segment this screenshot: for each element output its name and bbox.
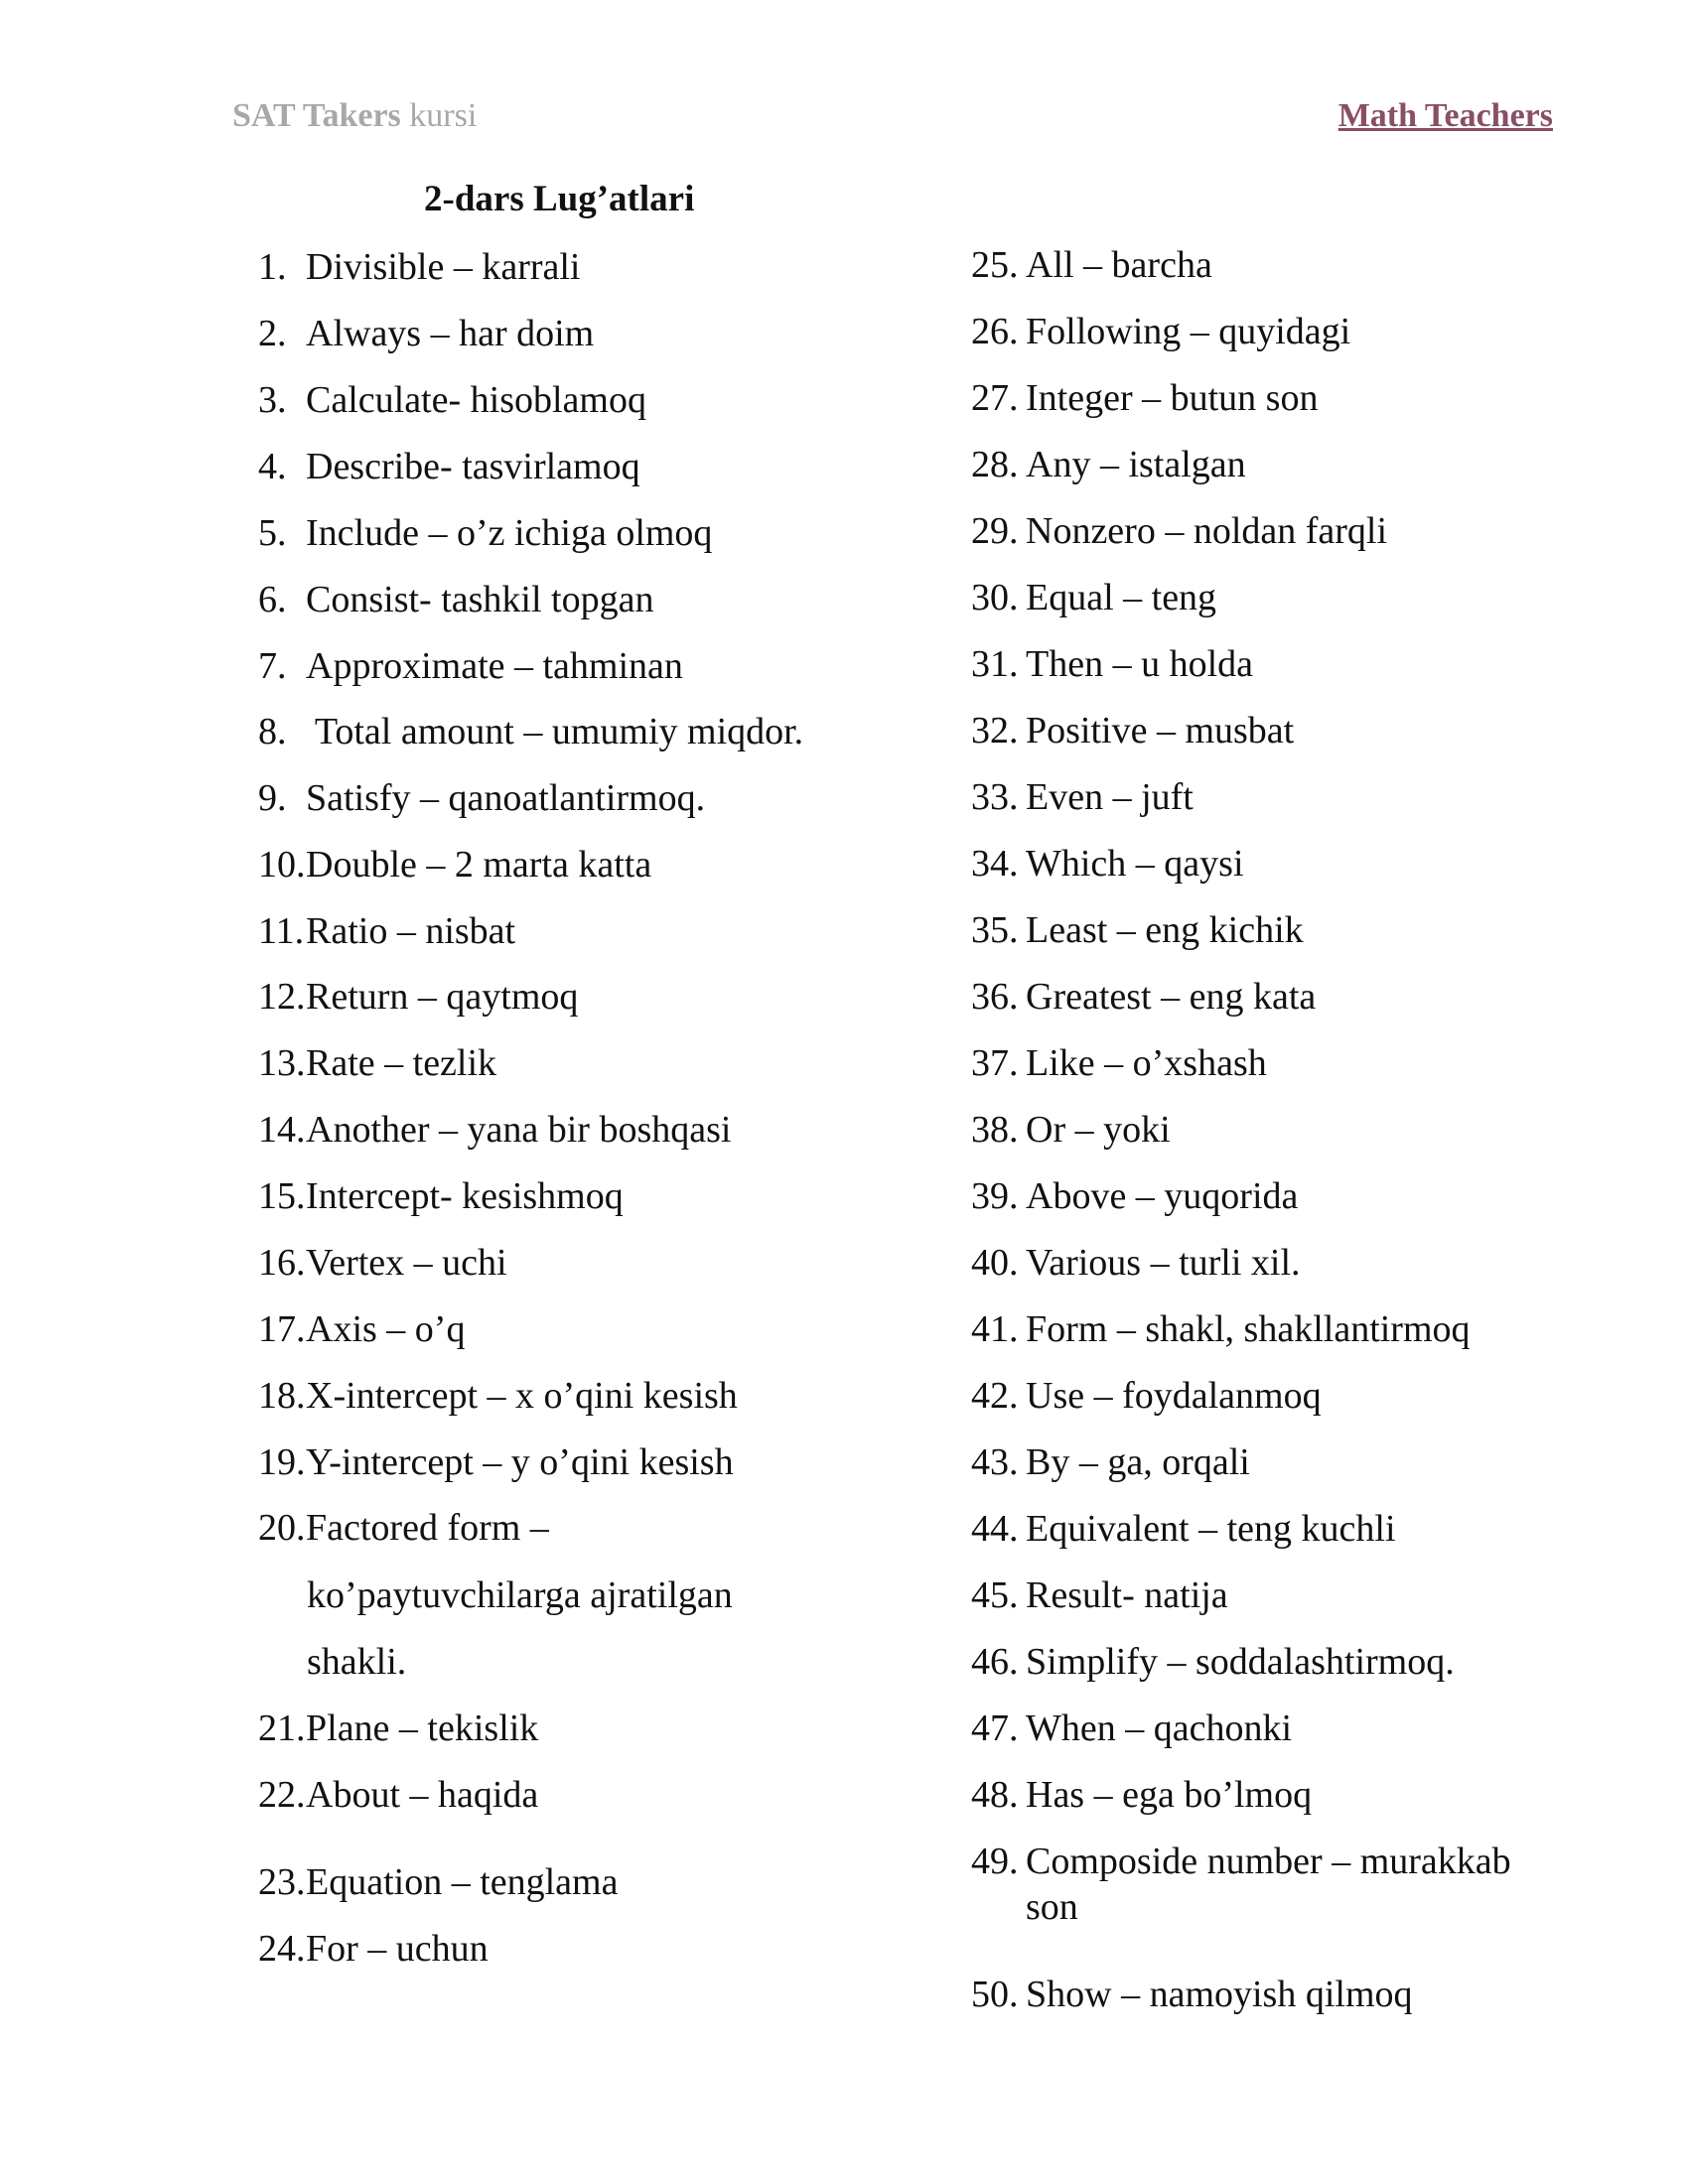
vocab-item-number: 47.	[971, 1707, 1019, 1749]
vocab-item-text: Use – foydalanmoq	[1026, 1375, 1322, 1417]
vocab-item-number: 9.	[258, 777, 287, 819]
vocab-item	[971, 313, 1350, 350]
vocab-item	[258, 581, 653, 618]
vocab-item-text: Axis – o’q	[306, 1308, 466, 1350]
vocab-item-number: 1.	[258, 246, 287, 288]
vocab-item-text: Has – ega bo’lmoq	[1026, 1774, 1313, 1816]
vocab-item-text: Plane – tekislik	[306, 1707, 539, 1749]
vocab-item-number: 41.	[971, 1308, 1019, 1350]
vocab-item-number: 26.	[971, 311, 1019, 352]
vocab-item	[258, 1310, 465, 1348]
vocab-item	[258, 1111, 731, 1149]
vocab-item-number: 43.	[971, 1441, 1019, 1483]
vocab-item-text: Simplify – soddalashtirmoq.	[1026, 1641, 1455, 1683]
vocab-item	[971, 246, 1212, 284]
vocab-item-number: 4.	[258, 446, 287, 487]
vocab-item-text: Result- natija	[1026, 1574, 1228, 1616]
vocab-item-text: Integer – butun son	[1026, 377, 1319, 419]
vocab-item	[971, 1843, 1511, 1880]
vocab-item-number: 38.	[971, 1109, 1019, 1151]
vocab-item	[258, 779, 705, 817]
vocab-item-number: 30.	[971, 577, 1019, 618]
vocab-item	[971, 1976, 1413, 2013]
vocab-item-number: 3.	[258, 379, 287, 421]
vocab-item	[258, 846, 651, 884]
vocab-item-number: 34.	[971, 843, 1019, 885]
vocab-item-text: Satisfy – qanoatlantirmoq.	[306, 777, 706, 819]
vocab-item	[258, 381, 646, 419]
vocab-item-text: Factored form –	[306, 1507, 549, 1549]
page-title: 2-dars Lug’atlari	[424, 179, 695, 219]
vocab-item-text: X-intercept – x o’qini kesish	[306, 1375, 738, 1417]
vocab-item-number: 49.	[971, 1841, 1019, 1882]
vocab-item-number: 36.	[971, 976, 1019, 1018]
vocab-item-number: 14.	[258, 1109, 306, 1151]
vocab-item-number: 44.	[971, 1508, 1019, 1550]
vocab-item-text: Any – istalgan	[1026, 444, 1246, 485]
vocab-item-number: 37.	[971, 1042, 1019, 1084]
vocab-item-continuation: ko’paytuvchilarga ajratilgan	[307, 1574, 733, 1616]
vocab-item	[971, 1244, 1301, 1282]
vocab-item	[971, 1044, 1267, 1082]
vocab-item-number: 11.	[258, 910, 305, 952]
vocab-item-text: Form – shakl, shakllantirmoq	[1026, 1308, 1471, 1350]
vocab-item-text: Describe- tasvirlamoq	[306, 446, 640, 487]
vocab-item-text: Double – 2 marta katta	[306, 844, 652, 886]
vocab-item	[258, 647, 683, 685]
vocab-item-text: Total amount – umumiy miqdor.	[306, 711, 804, 752]
header-link-math-teachers[interactable]: Math Teachers	[1337, 97, 1553, 134]
vocab-item-text: Equation – tenglama	[306, 1861, 619, 1903]
vocab-item-text: Or – yoki	[1026, 1109, 1171, 1151]
vocab-item-number: 28.	[971, 444, 1019, 485]
vocab-item-text: Above – yuqorida	[1026, 1175, 1299, 1217]
vocab-item-text: By – ga, orqali	[1026, 1441, 1250, 1483]
vocab-item-number: 20.	[258, 1507, 306, 1549]
vocab-item-number: 24.	[258, 1928, 306, 1970]
vocab-item-continuation: son	[1026, 1886, 1078, 1928]
header-course-label	[232, 99, 477, 133]
vocab-item	[971, 1776, 1312, 1814]
vocab-item	[971, 1310, 1471, 1348]
vocab-item-text: Then – u holda	[1026, 643, 1254, 685]
vocab-item-number: 22.	[258, 1774, 306, 1816]
vocab-item-text: Ratio – nisbat	[306, 910, 516, 952]
vocab-item	[971, 778, 1194, 816]
vocab-item-text: Another – yana bir boshqasi	[306, 1109, 732, 1151]
vocab-item-number: 15.	[258, 1175, 306, 1217]
vocab-item	[971, 978, 1316, 1016]
vocab-item-number: 18.	[258, 1375, 306, 1417]
vocab-item-number: 50.	[971, 1974, 1019, 2015]
vocab-item	[971, 579, 1216, 616]
vocab-item-number: 19.	[258, 1441, 306, 1483]
vocab-item-text: About – haqida	[306, 1774, 539, 1816]
vocab-item-text: Like – o’xshash	[1026, 1042, 1267, 1084]
vocab-item	[971, 1576, 1228, 1614]
vocab-item	[258, 713, 803, 751]
vocab-item-text: Return – qaytmoq	[306, 976, 579, 1018]
vocab-item	[258, 1930, 489, 1968]
vocab-item-text: Following – quyidagi	[1026, 311, 1351, 352]
vocab-item-number: 25.	[971, 244, 1019, 286]
vocab-item	[258, 1776, 538, 1814]
vocab-item	[258, 514, 712, 552]
vocab-item-text: Vertex – uchi	[306, 1242, 507, 1284]
vocab-item	[971, 712, 1294, 750]
vocab-item	[258, 1509, 549, 1547]
vocab-item-number: 5.	[258, 512, 287, 554]
vocab-item	[258, 1443, 734, 1481]
header-course: kursi	[409, 97, 478, 134]
vocab-item-number: 2.	[258, 313, 287, 354]
vocab-item-number: 46.	[971, 1641, 1019, 1683]
vocab-item-number: 31.	[971, 643, 1019, 685]
vocab-item	[258, 1177, 624, 1215]
vocab-item	[971, 1510, 1396, 1548]
vocab-item	[971, 1709, 1292, 1747]
vocab-item	[258, 1377, 738, 1415]
vocab-item	[971, 1177, 1298, 1215]
vocab-item-text: Equivalent – teng kuchli	[1026, 1508, 1396, 1550]
vocab-item-number: 29.	[971, 510, 1019, 552]
vocab-item-text: Least – eng kichik	[1026, 909, 1304, 951]
vocab-item-continuation: shakli.	[307, 1641, 407, 1683]
vocab-item-number: 33.	[971, 776, 1019, 818]
vocab-item-text: Approximate – tahminan	[306, 645, 683, 687]
vocab-item-number: 39.	[971, 1175, 1019, 1217]
vocab-item-number: 45.	[971, 1574, 1019, 1616]
vocab-item	[258, 448, 640, 485]
vocab-item-text: Always – har doim	[306, 313, 595, 354]
vocab-item-text: Composide number – murakkab	[1026, 1841, 1511, 1882]
vocab-item	[258, 912, 515, 950]
vocab-item-number: 48.	[971, 1774, 1019, 1816]
vocab-item	[258, 1044, 496, 1082]
vocab-item-number: 13.	[258, 1042, 306, 1084]
vocab-item-number: 32.	[971, 710, 1019, 751]
vocab-item-number: 27.	[971, 377, 1019, 419]
vocab-item-text: Consist- tashkil topgan	[306, 579, 654, 620]
vocab-item-number: 10.	[258, 844, 306, 886]
vocab-item	[971, 911, 1304, 949]
vocab-item	[971, 379, 1318, 417]
vocab-item-text: Positive – musbat	[1026, 710, 1295, 751]
vocab-item-number: 23.	[258, 1861, 306, 1903]
header-brand: SAT Takers	[232, 97, 401, 134]
vocab-item-number: 21.	[258, 1707, 306, 1749]
vocab-item	[971, 1443, 1250, 1481]
vocab-item-number: 42.	[971, 1375, 1019, 1417]
vocab-item	[258, 978, 578, 1016]
vocab-item-text: Even – juft	[1026, 776, 1194, 818]
vocab-item	[258, 248, 580, 286]
vocab-item-number: 16.	[258, 1242, 306, 1284]
vocab-item	[258, 1244, 507, 1282]
vocab-item-text: Equal – teng	[1026, 577, 1217, 618]
vocab-item-text: Various – turli xil.	[1026, 1242, 1301, 1284]
vocab-item-text: Which – qaysi	[1026, 843, 1244, 885]
vocab-item-text: All – barcha	[1026, 244, 1212, 286]
vocab-item	[971, 645, 1253, 683]
vocab-item-text: For – uchun	[306, 1928, 489, 1970]
vocab-item-number: 8.	[258, 711, 287, 752]
vocab-item-text: Y-intercept – y o’qini kesish	[306, 1441, 734, 1483]
vocab-item	[258, 1863, 618, 1901]
vocab-item-text: Intercept- kesishmoq	[306, 1175, 624, 1217]
vocab-item-number: 17.	[258, 1308, 306, 1350]
vocab-item	[971, 1643, 1455, 1681]
vocab-item-number: 7.	[258, 645, 287, 687]
vocab-item-text: Show – namoyish qilmoq	[1026, 1974, 1413, 2015]
vocab-item	[258, 1709, 538, 1747]
vocab-item-number: 6.	[258, 579, 287, 620]
vocab-item	[971, 1377, 1322, 1415]
vocab-item-text: Nonzero – noldan farqli	[1026, 510, 1388, 552]
vocab-item	[258, 315, 594, 352]
vocab-item-text: Rate – tezlik	[306, 1042, 497, 1084]
vocab-item-text: Greatest – eng kata	[1026, 976, 1317, 1018]
vocab-item-number: 40.	[971, 1242, 1019, 1284]
vocab-item-text: Calculate- hisoblamoq	[306, 379, 646, 421]
vocab-item-text: When – qachonki	[1026, 1707, 1293, 1749]
vocab-item	[971, 1111, 1171, 1149]
vocab-item-text: Include – o’z ichiga olmoq	[306, 512, 713, 554]
vocab-item-text: Divisible – karrali	[306, 246, 581, 288]
vocab-item	[971, 512, 1387, 550]
vocab-item	[971, 446, 1246, 483]
vocab-item-number: 12.	[258, 976, 306, 1018]
vocab-item	[971, 845, 1244, 883]
vocab-item-number: 35.	[971, 909, 1019, 951]
